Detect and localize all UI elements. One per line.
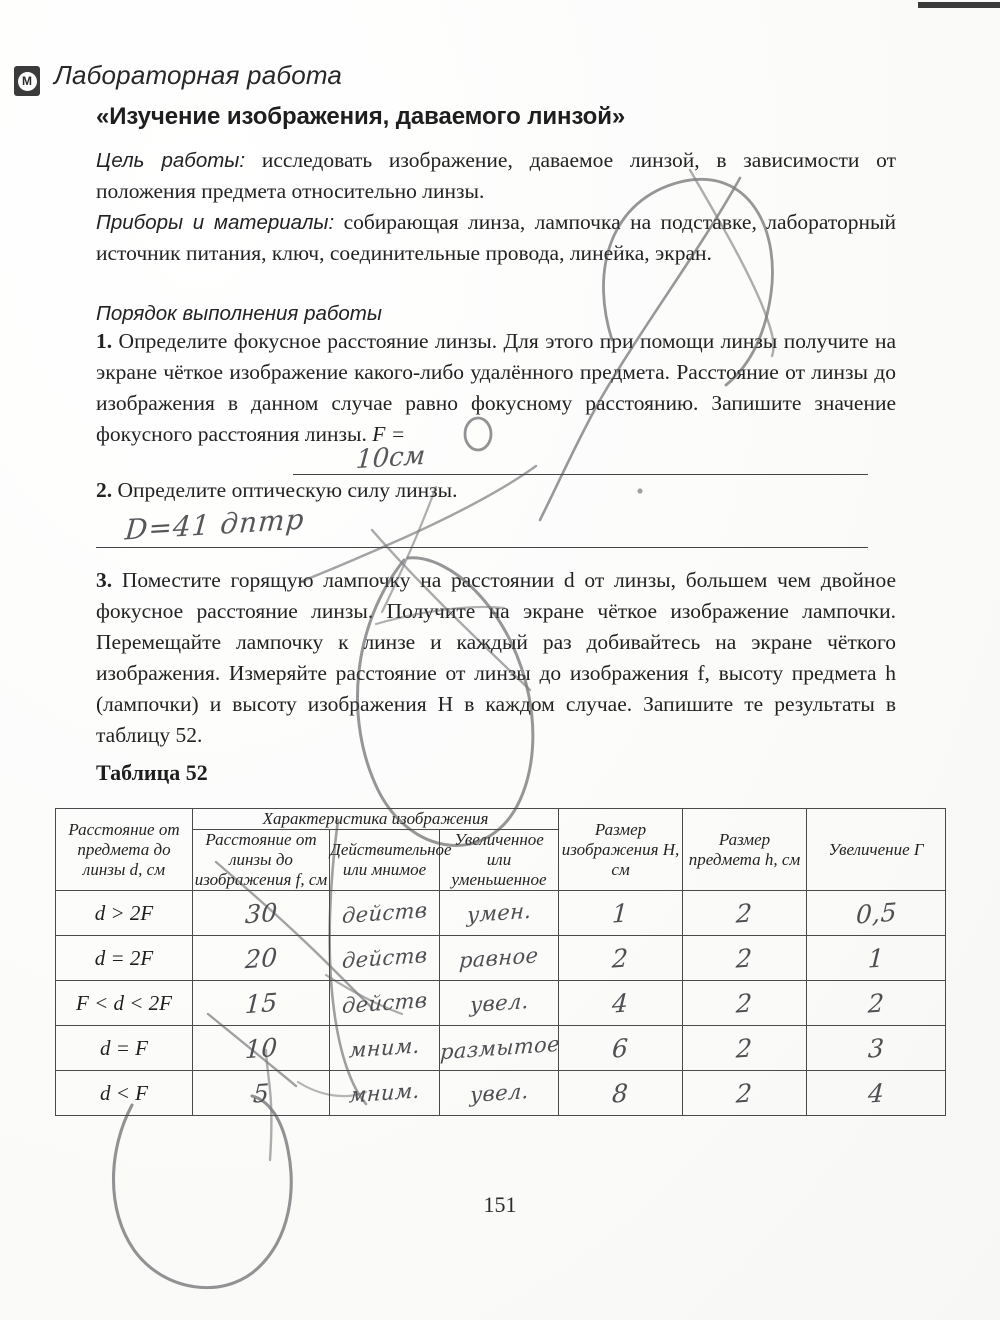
th-distance-object-label: Расстояние от предмета до линзы d, см xyxy=(68,819,180,879)
lab-kicker: Лабораторная работа xyxy=(54,60,343,90)
cell-enlarged-or-reduced[interactable] xyxy=(440,1071,559,1116)
cell-image-size[interactable] xyxy=(559,1071,683,1116)
cell-magnification-value: 1 xyxy=(867,942,885,974)
cell-image-size[interactable] xyxy=(559,1026,683,1071)
th-magnification-label: Увеличение Г xyxy=(828,839,924,859)
goal-text: исследовать изображение, даваемое линзой, в зависимости от положения предмета относительно линзы. xyxy=(96,148,896,203)
results-table-wrapper xyxy=(55,808,945,1116)
method-badge-icon xyxy=(14,66,40,96)
cell-object-size[interactable] xyxy=(683,891,807,936)
th-real-or-virtual-label: Действительное или мнимое xyxy=(330,840,452,879)
paragraph-goal xyxy=(96,145,896,207)
badge-letter: M xyxy=(18,72,37,91)
cell-magnification[interactable] xyxy=(807,936,946,981)
focal-field-label: F = xyxy=(372,422,406,446)
cell-distance-image[interactable] xyxy=(193,1026,330,1071)
optical-power-answer-rule[interactable] xyxy=(96,547,868,548)
cell-object-size[interactable] xyxy=(683,981,807,1026)
cell-magnification[interactable] xyxy=(807,1026,946,1071)
cell-object-size-value: 2 xyxy=(735,1077,754,1109)
page-number: 151 xyxy=(483,1192,517,1217)
step3-text: Поместите горящую лампочку на расстоянии d от линзы, большем чем двойное фокусное расстояние линзы. Получите на экране чёткое изображение лампочки. Перемещайте лампочку к линзе и каждый раз добивайтесь на экране чёткого изображения. Измеряйте расстояние от линзы до изображения f, высоту предмета h (лампочки) и высоту изображения H в каждом случае. Запишите те результаты в таблицу 52. xyxy=(96,568,896,747)
results-table-body xyxy=(56,891,946,1116)
cell-distance-image[interactable] xyxy=(193,891,330,936)
order-heading xyxy=(96,298,896,329)
cell-image-size-value: 6 xyxy=(611,1032,630,1064)
lab-header xyxy=(14,62,342,96)
cell-real-or-virtual[interactable] xyxy=(330,891,440,936)
step1-number: 1. xyxy=(96,329,113,353)
cell-condition: F < d < 2F xyxy=(56,981,193,1026)
paragraph-equipment xyxy=(96,207,896,269)
cell-distance-image[interactable] xyxy=(193,981,330,1026)
cell-enlarged-or-reduced-value: увел. xyxy=(469,1078,530,1108)
cell-magnification[interactable] xyxy=(807,1071,946,1116)
order-heading-text: Порядок выполнения работы xyxy=(96,302,382,325)
cell-real-or-virtual-value: мним. xyxy=(348,1078,421,1108)
th-distance-object xyxy=(56,809,193,891)
cell-magnification-value: 0,5 xyxy=(854,896,898,930)
table-row xyxy=(56,891,946,936)
cell-magnification-value: 4 xyxy=(867,1077,885,1109)
cell-distance-image-value: 30 xyxy=(243,897,279,929)
th-object-size xyxy=(683,809,807,891)
cell-distance-image-value: 15 xyxy=(243,987,279,1019)
step3-number: 3. xyxy=(96,568,113,592)
cell-magnification[interactable] xyxy=(807,981,946,1026)
cell-object-size-value: 2 xyxy=(735,942,754,974)
table-row xyxy=(56,1071,946,1116)
cell-object-size-value: 2 xyxy=(735,1032,754,1064)
cell-condition: d = F xyxy=(56,1026,193,1071)
cell-distance-image-value: 5 xyxy=(252,1077,270,1109)
cell-enlarged-or-reduced[interactable] xyxy=(440,936,559,981)
cell-enlarged-or-reduced[interactable] xyxy=(440,891,559,936)
cell-real-or-virtual[interactable] xyxy=(330,981,440,1026)
cell-object-size[interactable] xyxy=(683,936,807,981)
cell-object-size-value: 2 xyxy=(735,987,754,1019)
cell-enlarged-or-reduced[interactable] xyxy=(440,981,559,1026)
table-row xyxy=(56,1026,946,1071)
step2-number: 2. xyxy=(96,478,113,502)
handwritten-focal-value: 10см xyxy=(354,440,427,476)
cell-distance-image[interactable] xyxy=(193,1071,330,1116)
cell-enlarged-or-reduced-value: увел. xyxy=(469,988,530,1018)
paragraph-step-3 xyxy=(96,565,896,751)
cell-real-or-virtual-value: действ xyxy=(341,897,428,929)
cell-enlarged-or-reduced-value: размытое xyxy=(439,1031,561,1065)
cell-condition: d < F xyxy=(56,1071,193,1116)
results-table xyxy=(55,808,946,1116)
th-image-size-label: Размер изображения H, см xyxy=(561,819,680,879)
cell-image-size[interactable] xyxy=(559,936,683,981)
table-caption: Таблица 52 xyxy=(96,760,208,785)
cell-magnification-value: 2 xyxy=(867,987,885,1019)
cell-enlarged-or-reduced[interactable] xyxy=(440,1026,559,1071)
scan-artifact xyxy=(918,2,1000,8)
paragraph-step-1 xyxy=(96,326,896,450)
step2-text: Определите оптическую силу линзы. xyxy=(112,478,458,502)
cell-real-or-virtual[interactable] xyxy=(330,936,440,981)
cell-magnification-value: 3 xyxy=(867,1032,885,1064)
handwritten-optical-power-value: D=41 дптр xyxy=(123,502,306,547)
paragraph-step-2 xyxy=(96,475,896,506)
table-row xyxy=(56,981,946,1026)
cell-distance-image-value: 10 xyxy=(243,1032,279,1064)
cell-image-size[interactable] xyxy=(559,981,683,1026)
th-enlarged-or-reduced xyxy=(440,830,559,891)
th-distance-image-label: Расстояние от линзы до изображения f, см xyxy=(194,830,328,889)
cell-enlarged-or-reduced-value: равное xyxy=(458,943,540,973)
cell-distance-image-value: 20 xyxy=(243,942,279,974)
cell-distance-image[interactable] xyxy=(193,936,330,981)
th-distance-image xyxy=(193,830,330,891)
page-title: «Изучение изображения, даваемого линзой» xyxy=(96,103,626,130)
th-enlarged-or-reduced-label: Увеличенное или уменьшенное xyxy=(451,830,547,889)
th-image-characteristics-label: Характеристика изображения xyxy=(262,809,489,828)
th-magnification xyxy=(807,809,946,891)
equipment-text: собирающая линза, лампочка на подставке, лабораторный источник питания, ключ, соединительные провода, линейка, экран. xyxy=(96,210,896,265)
cell-object-size-value: 2 xyxy=(735,897,754,929)
th-object-size-label: Размер предмета h, см xyxy=(688,829,801,869)
cell-image-size-value: 2 xyxy=(611,942,630,974)
focal-answer-rule[interactable] xyxy=(293,474,868,475)
cell-real-or-virtual[interactable] xyxy=(330,1026,440,1071)
cell-real-or-virtual-value: мним. xyxy=(348,1033,421,1063)
cell-enlarged-or-reduced-value: умен. xyxy=(466,898,532,928)
equipment-lead: Приборы и материалы: xyxy=(96,211,335,234)
cell-real-or-virtual-value: действ xyxy=(341,942,428,974)
cell-image-size-value: 1 xyxy=(611,897,630,929)
cell-object-size[interactable] xyxy=(683,1026,807,1071)
cell-image-size-value: 4 xyxy=(611,987,630,1019)
cell-condition: d > 2F xyxy=(56,891,193,936)
goal-lead: Цель работы: xyxy=(96,149,246,172)
th-image-size xyxy=(559,809,683,891)
th-image-characteristics-group xyxy=(193,809,559,830)
cell-magnification[interactable] xyxy=(807,891,946,936)
cell-condition: d = 2F xyxy=(56,936,193,981)
table-row xyxy=(56,936,946,981)
cell-real-or-virtual-value: действ xyxy=(341,987,428,1019)
table-header-row-group xyxy=(56,809,946,830)
cell-real-or-virtual[interactable] xyxy=(330,1071,440,1116)
cell-image-size[interactable] xyxy=(559,891,683,936)
cell-object-size[interactable] xyxy=(683,1071,807,1116)
cell-image-size-value: 8 xyxy=(611,1077,630,1109)
step1-text: Определите фокусное расстояние линзы. Для этого при помощи линзы получите на экране чёткое изображение какого-либо удалённого предмета. Расстояние от линзы до изображения в данном случае равно фокусному расстоянию. Запишите значение фокусного расстояния линзы. xyxy=(96,329,896,446)
th-real-or-virtual xyxy=(330,830,452,891)
